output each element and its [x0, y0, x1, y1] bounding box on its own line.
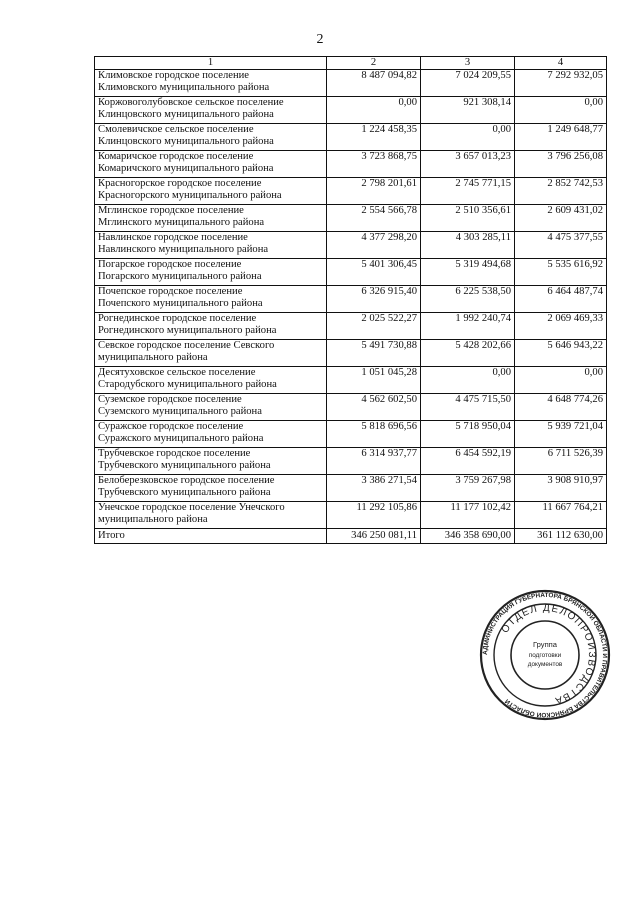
stamp-outer-text: АДМИНИСТРАЦИЯ ГУБЕРНАТОРА БРЯНСКОЙ ОБЛАСТИ И ПРАВИТЕЛЬСТВА БРЯНСКОЙ ОБЛАСТИ [481, 591, 609, 719]
settlement-name-line: Мглинского муниципального района [98, 216, 265, 228]
settlement-name-line: Рогнединского муниципального района [98, 324, 277, 336]
table-row [95, 448, 607, 475]
amount-cell-2: 11 292 105,86 [327, 502, 421, 529]
settlement-name-line: Рогнединское городское поселение [98, 313, 257, 324]
amount-cell-2: 5 401 306,45 [327, 259, 421, 286]
settlement-name-cell [95, 286, 327, 313]
table-header-row [95, 57, 607, 70]
settlement-name-line: Смолевичское сельское поселение [98, 124, 254, 135]
table-body [95, 70, 607, 529]
amount-cell-3: 6 454 592,19 [421, 448, 515, 475]
amount-cell-4: 0,00 [515, 97, 607, 124]
amount-cell-4: 3 908 910,97 [515, 475, 607, 502]
settlement-name-line: муниципального района [98, 513, 208, 525]
settlement-name-line: Почепское городское поселение [98, 286, 243, 297]
settlement-name-line: Комаричское городское поселение [98, 151, 254, 162]
total-label: Итого [95, 529, 327, 544]
amount-cell-4: 7 292 932,05 [515, 70, 607, 97]
amount-cell-3: 2 510 356,61 [421, 205, 515, 232]
amount-cell-4: 4 648 774,26 [515, 394, 607, 421]
settlement-name-cell [95, 340, 327, 367]
settlement-name-cell [95, 421, 327, 448]
settlement-name-line: Белоберезковское городское поселение [98, 475, 275, 486]
settlement-name-line: Севское городское поселение Севского [98, 340, 275, 351]
amount-cell-3: 0,00 [421, 367, 515, 394]
settlement-name-line: Погарского муниципального района [98, 270, 262, 282]
settlement-name-cell [95, 259, 327, 286]
total-row [95, 529, 607, 544]
settlement-name-cell [95, 475, 327, 502]
amount-cell-3: 6 225 538,50 [421, 286, 515, 313]
official-stamp [479, 589, 611, 721]
settlement-name-line: Навлинского муниципального района [98, 243, 269, 255]
amount-cell-3: 4 303 285,11 [421, 232, 515, 259]
amount-cell-4: 1 249 648,77 [515, 124, 607, 151]
settlement-name-line: Комаричского муниципального района [98, 162, 274, 174]
amount-cell-2: 2 025 522,27 [327, 313, 421, 340]
settlement-name-line: Клинцовского муниципального района [98, 108, 274, 120]
settlement-name-cell [95, 97, 327, 124]
amount-cell-4: 6 464 487,74 [515, 286, 607, 313]
amount-cell-4: 5 939 721,04 [515, 421, 607, 448]
settlement-name-line: Суземского муниципального района [98, 405, 262, 417]
amount-cell-4: 0,00 [515, 367, 607, 394]
column-header-4: 4 [515, 57, 607, 70]
amount-cell-2: 3 723 868,75 [327, 151, 421, 178]
amount-cell-3: 4 475 715,50 [421, 394, 515, 421]
settlement-name-cell [95, 124, 327, 151]
amount-cell-2: 1 051 045,28 [327, 367, 421, 394]
table-row [95, 421, 607, 448]
settlement-name-line: Суражское городское поселение [98, 421, 244, 432]
settlement-name-line: Почепского муниципального района [98, 297, 263, 309]
stamp-center-line-3: документов [527, 661, 563, 668]
amount-cell-4: 5 535 616,92 [515, 259, 607, 286]
settlement-name-line: муниципального района [98, 351, 208, 363]
settlement-name-cell [95, 502, 327, 529]
amount-cell-3: 11 177 102,42 [421, 502, 515, 529]
table-row [95, 394, 607, 421]
table-row [95, 502, 607, 529]
table-row [95, 178, 607, 205]
amount-cell-3: 5 428 202,66 [421, 340, 515, 367]
amount-cell-4: 2 852 742,53 [515, 178, 607, 205]
settlement-name-line: Суземское городское поселение [98, 394, 242, 405]
amount-cell-2: 6 314 937,77 [327, 448, 421, 475]
table-row [95, 367, 607, 394]
stamp-center-line-2: подготовки [528, 652, 562, 659]
amount-cell-2: 3 386 271,54 [327, 475, 421, 502]
settlement-name-cell [95, 313, 327, 340]
table-row [95, 340, 607, 367]
settlement-name-cell [95, 232, 327, 259]
column-header-3: 3 [421, 57, 515, 70]
page-number: 2 [316, 32, 324, 47]
amount-cell-2: 2 554 566,78 [327, 205, 421, 232]
settlement-name-cell [95, 367, 327, 394]
amount-cell-3: 921 308,14 [421, 97, 515, 124]
settlement-name-line: Суражского муниципального района [98, 432, 264, 444]
settlement-name-line: Климовского муниципального района [98, 81, 270, 93]
amount-cell-2: 4 377 298,20 [327, 232, 421, 259]
settlement-name-line: Климовское городское поселение [98, 70, 249, 81]
table-row [95, 259, 607, 286]
settlement-name-line: Трубчевского муниципального района [98, 459, 271, 471]
amount-cell-2: 8 487 094,82 [327, 70, 421, 97]
table-row [95, 70, 607, 97]
settlement-name-line: Красногорского муниципального района [98, 189, 282, 201]
table-row [95, 97, 607, 124]
amount-cell-2: 0,00 [327, 97, 421, 124]
settlement-name-line: Унечское городское поселение Унечского [98, 502, 285, 513]
settlement-name-cell [95, 178, 327, 205]
total-value-2: 346 250 081,11 [327, 529, 421, 544]
amount-cell-2: 5 818 696,56 [327, 421, 421, 448]
amount-cell-4: 6 711 526,39 [515, 448, 607, 475]
amount-cell-3: 3 759 267,98 [421, 475, 515, 502]
amount-cell-2: 2 798 201,61 [327, 178, 421, 205]
table-row [95, 475, 607, 502]
table-row [95, 286, 607, 313]
amount-cell-2: 1 224 458,35 [327, 124, 421, 151]
amount-cell-3: 5 718 950,04 [421, 421, 515, 448]
amount-cell-2: 5 491 730,88 [327, 340, 421, 367]
settlement-name-line: Десятуховское сельское поселение [98, 367, 256, 378]
settlement-name-cell [95, 394, 327, 421]
table-row [95, 313, 607, 340]
settlement-name-line: Погарское городское поселение [98, 259, 242, 270]
amount-cell-4: 5 646 943,22 [515, 340, 607, 367]
amount-cell-4: 2 609 431,02 [515, 205, 607, 232]
settlement-name-line: Красногорское городское поселение [98, 178, 262, 189]
table-row [95, 124, 607, 151]
stamp-center-line-1: Группа [532, 640, 558, 649]
column-header-1: 1 [95, 57, 327, 70]
settlement-name-cell [95, 205, 327, 232]
budget-table [94, 56, 607, 544]
settlement-name-cell [95, 448, 327, 475]
settlement-name-cell [95, 70, 327, 97]
amount-cell-4: 4 475 377,55 [515, 232, 607, 259]
amount-cell-2: 4 562 602,50 [327, 394, 421, 421]
amount-cell-3: 5 319 494,68 [421, 259, 515, 286]
amount-cell-3: 7 024 209,55 [421, 70, 515, 97]
column-header-2: 2 [327, 57, 421, 70]
amount-cell-4: 2 069 469,33 [515, 313, 607, 340]
amount-cell-2: 6 326 915,40 [327, 286, 421, 313]
amount-cell-3: 0,00 [421, 124, 515, 151]
settlement-name-line: Клинцовского муниципального района [98, 135, 274, 147]
amount-cell-3: 2 745 771,15 [421, 178, 515, 205]
settlement-name-line: Стародубского муниципального района [98, 378, 277, 390]
amount-cell-4: 11 667 764,21 [515, 502, 607, 529]
settlement-name-line: Трубчевского муниципального района [98, 486, 271, 498]
amount-cell-3: 1 992 240,74 [421, 313, 515, 340]
amount-cell-3: 3 657 013,23 [421, 151, 515, 178]
settlement-name-line: Навлинское городское поселение [98, 232, 248, 243]
total-value-3: 346 358 690,00 [421, 529, 515, 544]
settlement-name-cell [95, 151, 327, 178]
stamp-middle-text: ОТДЕЛ ДЕЛОПРОИЗВОДСТВА [499, 602, 598, 707]
settlement-name-line: Трубчевское городское поселение [98, 448, 251, 459]
table-row [95, 232, 607, 259]
total-value-4: 361 112 630,00 [515, 529, 607, 544]
settlement-name-line: Мглинское городское поселение [98, 205, 244, 216]
settlement-name-line: Коржовоголубовское сельское поселение [98, 97, 284, 108]
table-row [95, 205, 607, 232]
amount-cell-4: 3 796 256,08 [515, 151, 607, 178]
table-row [95, 151, 607, 178]
